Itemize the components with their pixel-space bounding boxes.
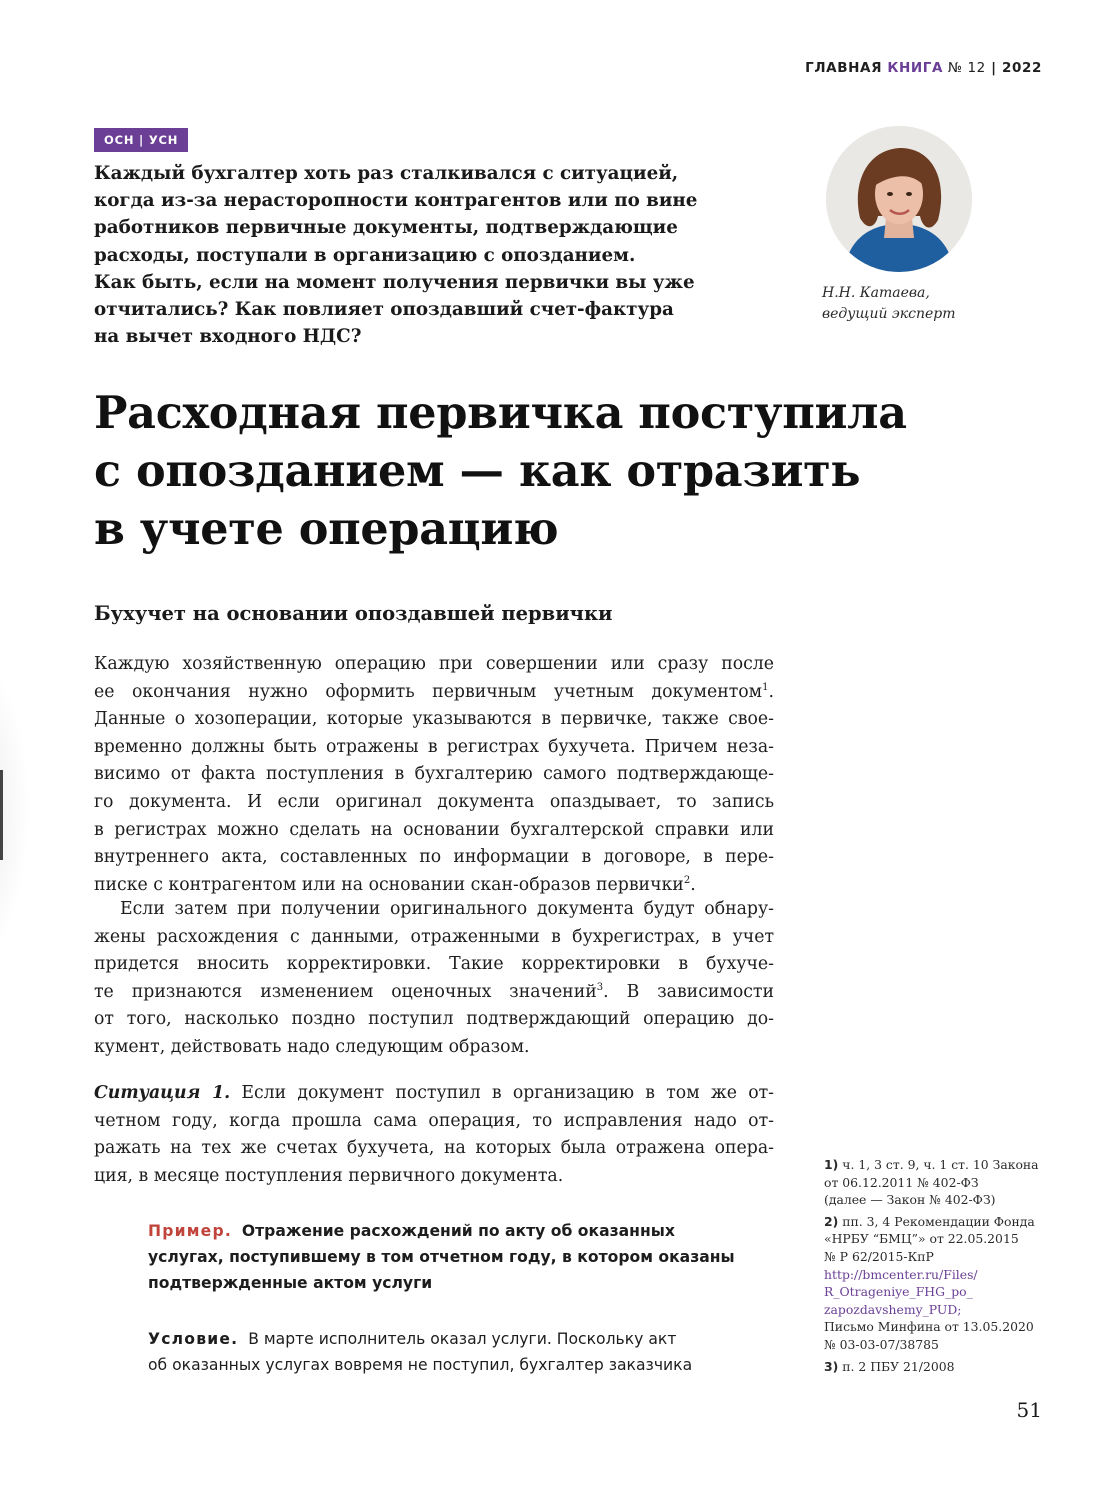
text-line: го документа. И если оригинал документа опаздывает, то запись [94, 791, 774, 812]
text-line: Ситуация 1. Если документ поступил в организацию в том же от- [94, 1083, 774, 1103]
page-number: 51 [1016, 1398, 1042, 1422]
tax-regime-tag: ОСН | УСН [94, 128, 188, 152]
text-line: висимо от факта поступления в бухгалтерию самого подтверждающе- [94, 764, 774, 785]
text-line: Каждую хозяйственную операцию при совершении или сразу после [94, 654, 774, 674]
footnote-link[interactable]: R_Otrageniye_FHG_po_ [824, 1284, 973, 1300]
footnote-ref-3: 3 [596, 982, 604, 994]
example-condition [148, 1326, 778, 1378]
lead-line: на вычет входного НДС? [94, 326, 362, 348]
title-line: с опозданием — как отразить [94, 445, 861, 497]
page-edge-shadow [0, 640, 30, 980]
footnote-number: 2) [824, 1213, 839, 1229]
example-title-line: услугах, поступившему в том отчетном году, в котором оказаны [148, 1248, 735, 1266]
lead-line: Каждый бухгалтер хоть раз сталкивался с ситуацией, [94, 163, 679, 184]
footnote-2: 2) пп. 3, 4 Рекомендации Фонда «НРБУ “БМЦ”» от 22.05.2015 № Р 62/2015-КпР http://bmcenter.ru/Files/ R_Otrageniye_FHG_po_ zapozdavshemy_PUD; Письмо Минфина от 13.05.2020 № 03-03-07/38785 [824, 1213, 1054, 1354]
lead-line: работников первичные документы, подтверждающие [94, 217, 678, 239]
text-line: кумент, действовать надо следующим образом. [94, 1036, 530, 1057]
footnote-ref-1: 1 [762, 681, 769, 693]
author-name: Н.Н. Катаева, [822, 285, 930, 301]
paragraph-2 [94, 896, 774, 1062]
condition-line: Условие. В марте исполнитель оказал услуги. Поскольку акт [148, 1330, 677, 1348]
magazine-name-part2: КНИГА [887, 60, 944, 76]
text-line: те признаются изменением оценочных значений$^3$. В зависимости [94, 981, 774, 1002]
text-line: временно должны быть отражены в регистрах бухучета. Причем неза- [94, 736, 774, 757]
paragraph-1 [94, 651, 774, 899]
footnote-link[interactable]: http://bmcenter.ru/Files/ [824, 1266, 978, 1282]
example-block [148, 1218, 778, 1378]
magazine-name-part1: ГЛАВНАЯ [805, 60, 888, 76]
lead-line: когда из-за нерасторопности контрагентов или по вине [94, 190, 698, 212]
condition-label: Условие. [148, 1330, 239, 1348]
text-line: от того, насколько поздно поступил подтверждающий операцию до- [94, 1009, 774, 1030]
author-portrait-image [826, 126, 972, 272]
footnotes [824, 1156, 1054, 1379]
text-line: придется вносить корректировки. Такие корректировки в бухуче- [94, 954, 774, 975]
author-role: ведущий эксперт [822, 306, 956, 322]
text-line: Данные о хозоперации, которые указываются в первичке, также свое- [94, 709, 774, 730]
footnote-number: 3) [824, 1358, 839, 1374]
author-caption [822, 283, 1022, 325]
title-line: Расходная первичка поступила [94, 387, 907, 439]
issue-year: 2022 [1002, 60, 1042, 76]
situation-label: Ситуация 1. [94, 1083, 231, 1103]
text-line: ция, в месяце поступления первичного документа. [94, 1165, 564, 1186]
lead-line: отчитались? Как повлияет опоздавший счет-фактура [94, 299, 674, 321]
author-photo [826, 126, 972, 272]
example-label: Пример. [148, 1222, 232, 1240]
lead-paragraph [94, 160, 784, 350]
issue-number: № 12 [943, 60, 986, 76]
condition-line: об оказанных услугах вовремя не поступил, бухгалтер заказчика [148, 1356, 693, 1374]
page-edge-mark [0, 770, 3, 860]
text-line: в регистрах можно сделать на основании бухгалтерской справки или [94, 819, 774, 840]
footnote-ref-2: 2 [683, 874, 691, 886]
header-separator: | [985, 60, 1003, 76]
magazine-header [805, 60, 1042, 76]
article-title [94, 384, 1014, 558]
footnote-link[interactable]: zapozdavshemy_PUD; [824, 1301, 962, 1317]
lead-line: расходы, поступали в организацию с опозданием. [94, 244, 636, 266]
section-heading: Бухучет на основании опоздавшей первички [94, 602, 613, 625]
lead-line: Как быть, если на момент получения первички вы уже [94, 271, 695, 293]
text-line: жены расхождения с данными, отраженными в бухрегистрах, в учет [94, 926, 774, 947]
text-line: ее окончания нужно оформить первичным учетным документом$^1$. [94, 681, 774, 702]
text-line: Если затем при получении оригинального документа будут обнару- [120, 899, 774, 919]
footnote-1: 1) ч. 1, 3 ст. 9, ч. 1 ст. 10 Закона от 06.12.2011 № 402-ФЗ (далее — Закон № 402-ФЗ) [824, 1157, 1039, 1208]
text-line: ражать на тех же счетах бухучета, на которых была отражена опера- [94, 1138, 774, 1159]
footnote-number: 1) [824, 1157, 839, 1172]
situation-1 [94, 1080, 774, 1190]
footnote-3: 3) п. 2 ПБУ 21/2008 [824, 1358, 955, 1374]
text-line: писке с контрагентом или на основании скан-образов первички$^2$. [94, 874, 696, 895]
title-line: в учете операцию [94, 503, 559, 555]
example-title-line: подтвержденные актом услуги [148, 1274, 433, 1292]
text-line: внутреннего акта, составленных по информации в договоре, в пере- [94, 847, 774, 868]
example-title-line: Пример. Отражение расхождений по акту об оказанных [148, 1222, 675, 1240]
text-line: четном году, когда прошла сама операция, то исправления надо от- [94, 1110, 774, 1131]
